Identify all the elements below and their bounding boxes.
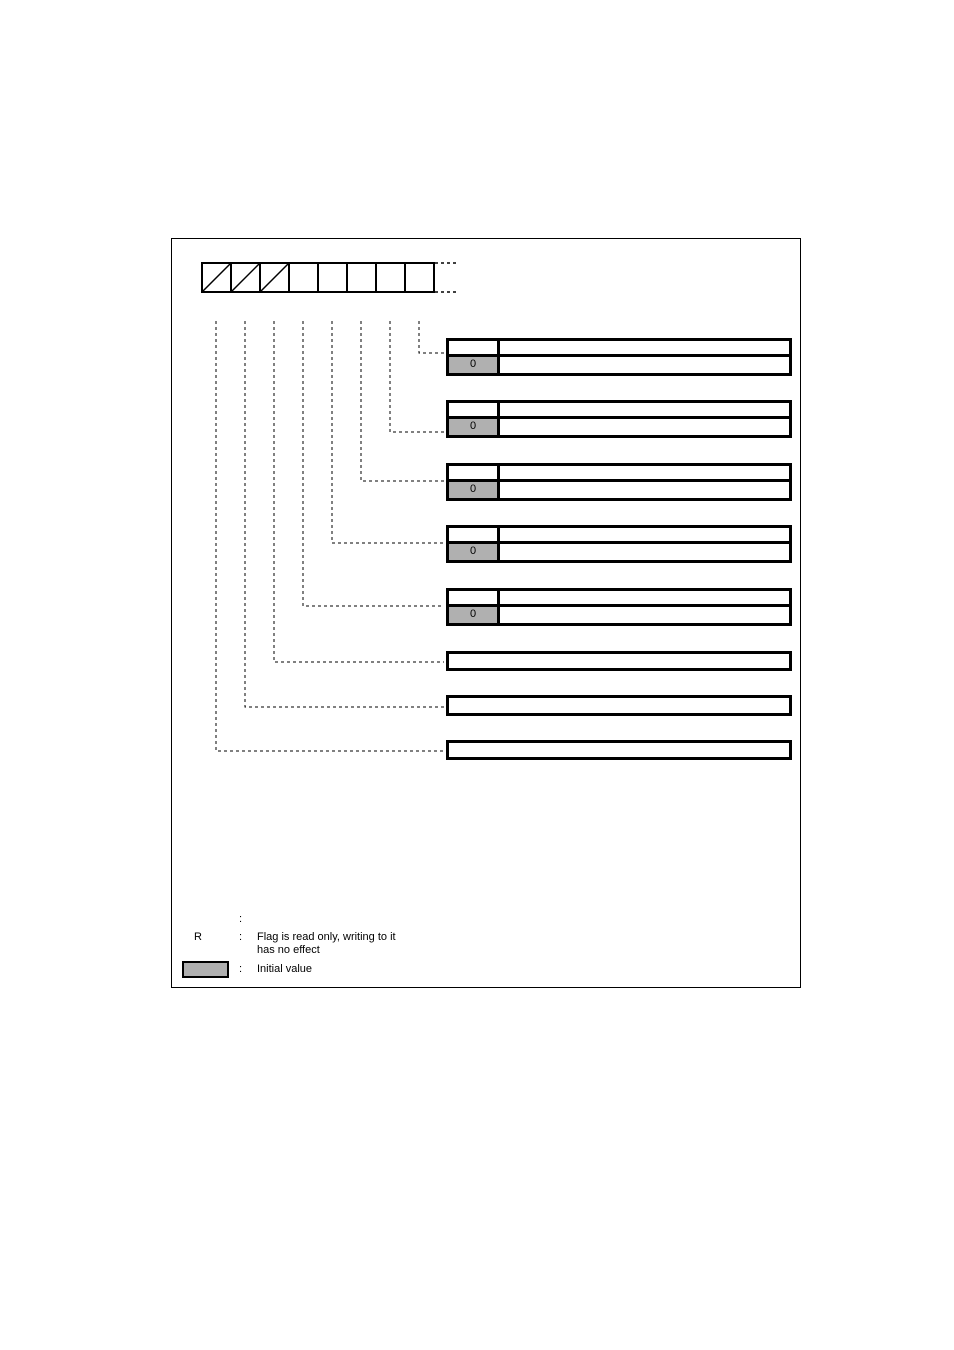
leader-line-bit4: [303, 321, 444, 606]
field-bit1-value-desc: [497, 416, 792, 438]
register-bit-cell: [318, 263, 347, 292]
register-bit-cell: [405, 263, 434, 292]
register-bit-cell: [289, 263, 318, 292]
leader-line-bit6: [245, 321, 444, 707]
register-figure-frame: [171, 238, 801, 988]
field-bit0-initial-value: 0: [446, 354, 500, 376]
legend-row-2-separator: :: [239, 931, 243, 943]
field-bit2-initial-value: 0: [446, 479, 500, 501]
field-bit2-value-desc: [497, 479, 792, 501]
field-bit4-value-desc: [497, 604, 792, 626]
register-bit-row: [202, 263, 434, 292]
leader-line-bit0: [419, 321, 444, 353]
reserved-bit-slash: [203, 264, 230, 291]
field-bit1-initial-value: 0: [446, 416, 500, 438]
leader-line-bit3: [332, 321, 444, 543]
leader-line-bit1: [390, 321, 444, 432]
field-bit3-value-desc: [497, 541, 792, 563]
field-bit3-initial-value: 0: [446, 541, 500, 563]
legend-row-2: [172, 931, 572, 959]
legend-row-2-text-line1: Flag is read only, writing to it: [257, 931, 396, 943]
legend-row-1: [172, 913, 572, 926]
field-bit6-reserved: [446, 695, 792, 716]
field-bit0-value-desc: [497, 354, 792, 376]
register-bit-cell: [347, 263, 376, 292]
legend-row-2-symbol: R: [194, 931, 202, 943]
legend-row-3-separator: :: [239, 963, 243, 975]
leader-line-bit5: [274, 321, 444, 662]
reserved-bit-slash: [232, 264, 259, 291]
leader-line-bit2: [361, 321, 444, 481]
field-bit5-reserved: [446, 651, 792, 671]
register-bit-cell: [376, 263, 405, 292]
legend-row-2-text-line2: has no effect: [257, 944, 320, 956]
legend-initial-value-swatch: [182, 961, 229, 978]
field-bit7-reserved: [446, 740, 792, 760]
legend-row-3: [172, 961, 572, 979]
legend-row-3-text: Initial value: [257, 963, 313, 975]
leader-line-bit7: [216, 321, 444, 751]
reserved-bit-slash: [261, 264, 288, 291]
legend-row-1-separator: :: [239, 913, 243, 925]
field-bit4-initial-value: 0: [446, 604, 500, 626]
